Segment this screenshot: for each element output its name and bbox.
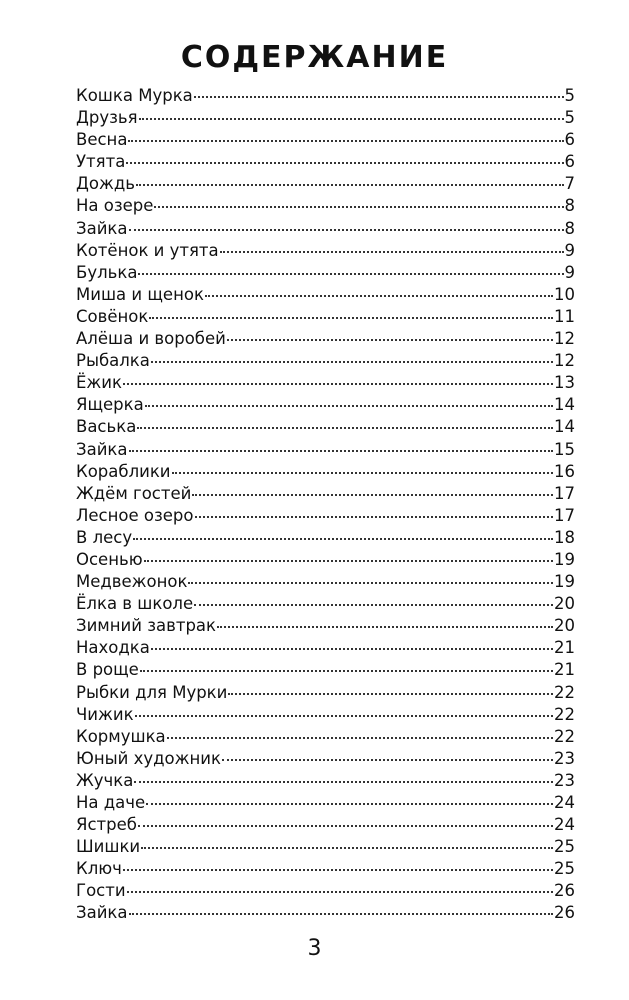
toc-entry-title: Зайка (76, 439, 128, 459)
toc-entry (76, 107, 575, 129)
toc-entry-title: Алёша и воробей (76, 329, 226, 349)
toc-entry-title: Зимний завтрак (76, 616, 217, 636)
toc-entry-title: Лесное озеро (76, 505, 194, 525)
toc-entry-page: 6 (564, 152, 575, 172)
toc-entry (76, 704, 575, 726)
toc-dot-leader (123, 379, 553, 385)
toc-entry (76, 549, 575, 571)
toc-entry-page: 23 (554, 770, 575, 790)
toc-entry-page: 17 (554, 505, 575, 525)
toc-entry-title: На даче (76, 793, 146, 812)
page-number: 3 (307, 936, 322, 961)
toc-entry-page: 5 (564, 86, 575, 105)
toc-entry-page: 11 (554, 306, 575, 326)
toc-dot-leader (146, 799, 553, 805)
toc-dot-leader (145, 401, 553, 407)
toc-entry-title: Жучка (76, 770, 134, 790)
toc-entry (76, 394, 575, 416)
toc-entry (76, 328, 575, 350)
toc-entry-title: Зайка (76, 218, 128, 238)
toc-entry-title: Весна (76, 130, 128, 150)
toc-entry-title: Ёлка в школе (76, 594, 194, 614)
toc-entry-title: Ждём гостей (76, 483, 192, 503)
toc-entry-title: Шишки (76, 837, 141, 857)
table-of-contents (76, 85, 575, 925)
toc-entry-title: Рыбки для Мурки (76, 682, 228, 702)
toc-entry (76, 218, 575, 240)
toc-entry (76, 770, 575, 792)
toc-entry-title: Медвежонок (76, 572, 188, 592)
toc-entry (76, 571, 575, 593)
toc-dot-leader (138, 269, 563, 275)
toc-entry-title: Совёнок (76, 306, 149, 326)
toc-entry-page: 5 (564, 108, 575, 128)
toc-entry (76, 748, 575, 770)
toc-entry (76, 173, 575, 195)
toc-entry (76, 659, 575, 681)
toc-entry-page: 21 (554, 660, 575, 680)
toc-entry-title: В роще (76, 660, 139, 680)
toc-entry (76, 505, 575, 527)
toc-entry (76, 637, 575, 659)
toc-entry-page: 24 (554, 793, 575, 812)
toc-dot-leader (140, 666, 553, 672)
toc-entry-title: Гости (76, 881, 126, 901)
toc-dot-leader (222, 755, 553, 761)
toc-dot-leader (192, 490, 553, 496)
toc-entry-page: 12 (554, 329, 575, 349)
toc-entry-title: Находка (76, 638, 150, 658)
toc-entry-title: Ёжик (76, 373, 122, 393)
toc-entry-title: Булька (76, 262, 138, 282)
toc-dot-leader (194, 600, 553, 606)
toc-entry (76, 151, 575, 173)
toc-entry-page: 25 (554, 859, 575, 879)
toc-entry-page: 9 (564, 262, 575, 282)
toc-dot-leader (188, 578, 553, 584)
toc-entry (76, 527, 575, 549)
toc-entry-page: 17 (554, 483, 575, 503)
toc-dot-leader (151, 357, 553, 363)
toc-dot-leader (123, 865, 553, 871)
toc-entry-page: 6 (564, 130, 575, 150)
toc-dot-leader (205, 291, 553, 297)
toc-entry-title: Осенью (76, 549, 143, 569)
toc-entry-title: Юный художник (76, 748, 221, 768)
toc-dot-leader (134, 777, 553, 783)
toc-entry (76, 814, 575, 836)
toc-dot-leader (149, 313, 553, 319)
toc-entry (76, 372, 575, 394)
toc-entry (76, 615, 575, 637)
toc-entry-title: Васька (76, 417, 137, 437)
toc-dot-leader (129, 446, 554, 452)
toc-dot-leader (128, 136, 563, 142)
toc-dot-leader (135, 711, 553, 717)
toc-entry-page: 16 (554, 461, 575, 481)
toc-entry-page: 26 (554, 881, 575, 901)
toc-entry (76, 306, 575, 328)
toc-entry-title: Кошка Мурка (76, 86, 193, 105)
toc-dot-leader (126, 158, 563, 164)
toc-entry-title: Друзья (76, 108, 138, 128)
toc-entry-title: Миша и щенок (76, 284, 204, 304)
toc-entry-page: 15 (554, 439, 575, 459)
toc-entry-title: Ключ (76, 859, 122, 879)
toc-entry-page: 25 (554, 837, 575, 857)
toc-entry (76, 902, 575, 924)
toc-dot-leader (154, 202, 563, 208)
toc-entry (76, 726, 575, 748)
toc-entry-page: 24 (554, 815, 575, 835)
toc-dot-leader (133, 534, 553, 540)
toc-dot-leader (217, 622, 553, 628)
toc-entry-page: 9 (564, 240, 575, 260)
toc-entry-page: 8 (564, 196, 575, 216)
toc-entry-page: 19 (554, 549, 575, 569)
toc-entry-title: На озере (76, 196, 154, 216)
toc-entry-page: 19 (554, 572, 575, 592)
toc-entry-title: Ящерка (76, 395, 144, 415)
toc-dot-leader (228, 689, 553, 695)
toc-entry (76, 858, 575, 880)
toc-entry-page: 21 (554, 638, 575, 658)
toc-entry-title: Кормушка (76, 726, 166, 746)
toc-dot-leader (227, 335, 553, 341)
page-title: СОДЕРЖАНИЕ (180, 40, 449, 75)
toc-entry (76, 416, 575, 438)
toc-entry-page: 20 (554, 594, 575, 614)
toc-entry-title: В лесу (76, 527, 133, 547)
toc-entry (76, 836, 575, 858)
toc-dot-leader (127, 887, 553, 893)
toc-entry-page: 23 (554, 748, 575, 768)
toc-entry-page: 14 (554, 395, 575, 415)
toc-dot-leader (129, 225, 564, 231)
toc-entry (76, 129, 575, 151)
toc-entry-page: 20 (554, 616, 575, 636)
toc-entry (76, 195, 575, 217)
toc-entry-page: 22 (554, 704, 575, 724)
toc-entry (76, 350, 575, 372)
toc-dot-leader (172, 468, 553, 474)
toc-entry (76, 240, 575, 262)
toc-entry-title: Рыбалка (76, 351, 150, 371)
toc-entry-page: 22 (554, 682, 575, 702)
toc-entry-title: Зайка (76, 903, 128, 923)
toc-dot-leader (137, 423, 553, 429)
toc-dot-leader (167, 733, 553, 739)
toc-entry-page: 13 (554, 373, 575, 393)
toc-entry-title: Утята (76, 152, 126, 172)
toc-dot-leader (136, 180, 564, 186)
toc-dot-leader (138, 821, 553, 827)
toc-dot-leader (151, 644, 553, 650)
toc-entry-title: Чижик (76, 704, 134, 724)
toc-entry-page: 8 (564, 218, 575, 238)
toc-dot-leader (195, 512, 554, 518)
toc-entry (76, 483, 575, 505)
toc-entry-page: 7 (564, 174, 575, 194)
toc-entry (76, 284, 575, 306)
toc-entry (76, 461, 575, 483)
toc-entry (76, 682, 575, 704)
toc-dot-leader (141, 843, 553, 849)
toc-entry (76, 593, 575, 615)
toc-entry (76, 792, 575, 814)
toc-entry (76, 439, 575, 461)
toc-entry (76, 880, 575, 902)
toc-entry-page: 22 (554, 726, 575, 746)
toc-entry-page: 26 (554, 903, 575, 923)
toc-dot-leader (220, 247, 564, 253)
toc-dot-leader (139, 114, 564, 120)
toc-entry (76, 85, 575, 107)
toc-entry-page: 12 (554, 351, 575, 371)
toc-entry-page: 18 (554, 527, 575, 547)
toc-entry-title: Котёнок и утята (76, 240, 219, 260)
toc-dot-leader (129, 909, 554, 915)
toc-entry (76, 262, 575, 284)
toc-entry-title: Кораблики (76, 461, 171, 481)
toc-entry-title: Ястреб (76, 815, 137, 835)
toc-entry-title: Дождь (76, 174, 135, 194)
toc-entry-page: 10 (554, 284, 575, 304)
toc-entry-page: 14 (554, 417, 575, 437)
toc-dot-leader (194, 92, 564, 98)
toc-dot-leader (144, 556, 553, 562)
